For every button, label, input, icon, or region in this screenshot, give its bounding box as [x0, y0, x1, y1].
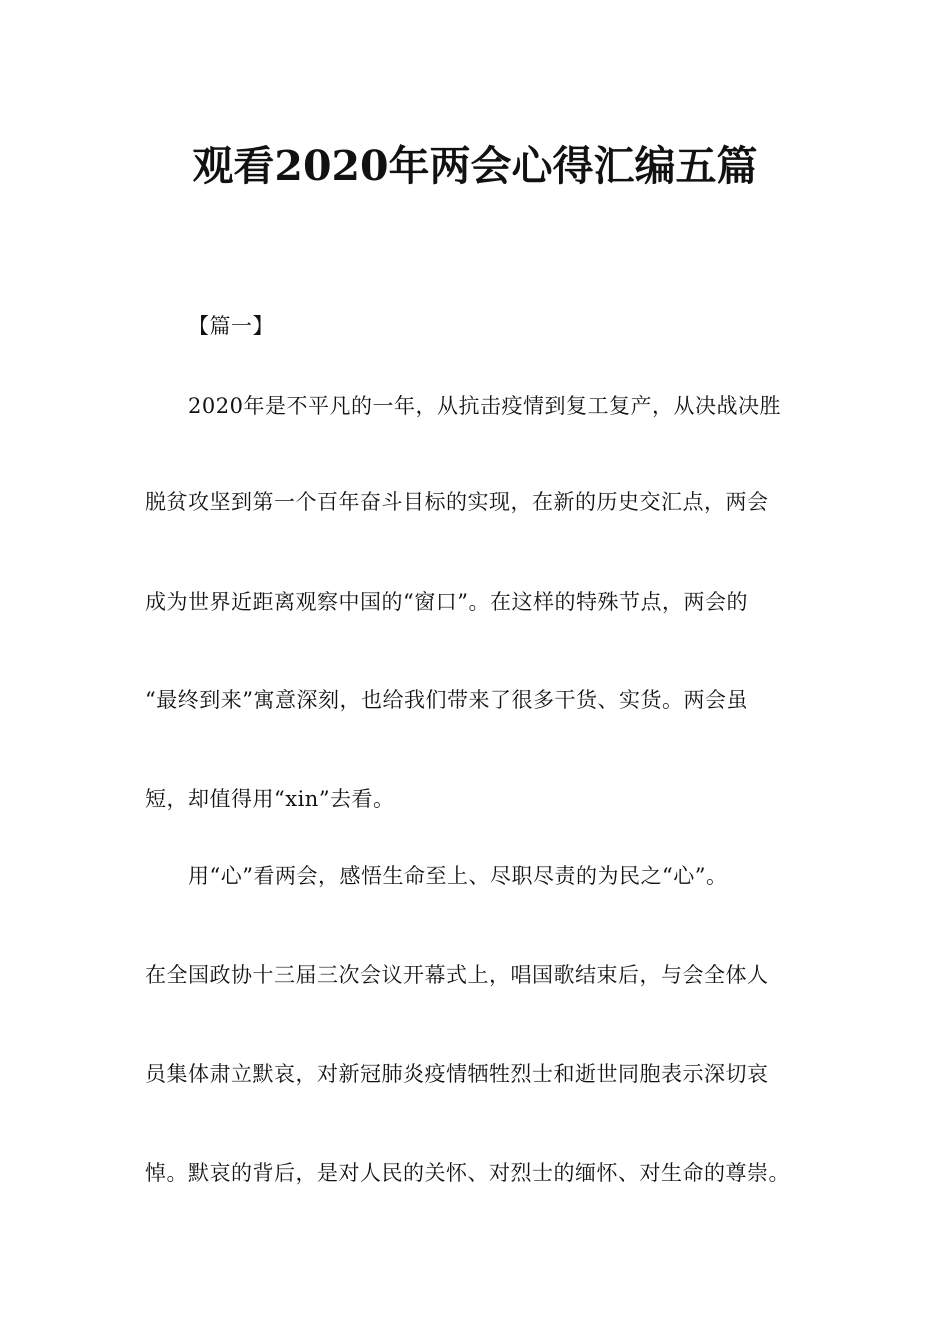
paragraph-1-line-4: “最终到来”寓意深刻，也给我们带来了很多干货、实货。两会虽 — [145, 688, 748, 712]
paragraph-2-line-2: 在全国政协十三届三次会议开幕式上，唱国歌结束后，与会全体人 — [145, 963, 769, 987]
section-label: 【篇一】 — [188, 314, 274, 338]
document-title: 观看2020年两会心得汇编五篇 — [192, 142, 758, 190]
paragraph-2-line-3: 员集体肃立默哀，对新冠肺炎疫情牺牲烈士和逝世同胞表示深切哀 — [145, 1062, 769, 1086]
paragraph-1-line-5: 短，却值得用“xin”去看。 — [145, 787, 395, 811]
paragraph-2-line-4: 悼。默哀的背后，是对人民的关怀、对烈士的缅怀、对生命的尊崇。 — [145, 1161, 790, 1185]
paragraph-2-line-1: 用“心”看两会，感悟生命至上、尽职尽责的为民之“心”。 — [188, 864, 728, 888]
paragraph-1-line-1: 2020年是不平凡的一年，从抗击疫情到复工复产，从决战决胜 — [188, 394, 781, 418]
paragraph-1-line-2: 脱贫攻坚到第一个百年奋斗目标的实现，在新的历史交汇点，两会 — [145, 490, 769, 514]
paragraph-1-line-3: 成为世界近距离观察中国的“窗口”。在这样的特殊节点，两会的 — [145, 590, 748, 614]
